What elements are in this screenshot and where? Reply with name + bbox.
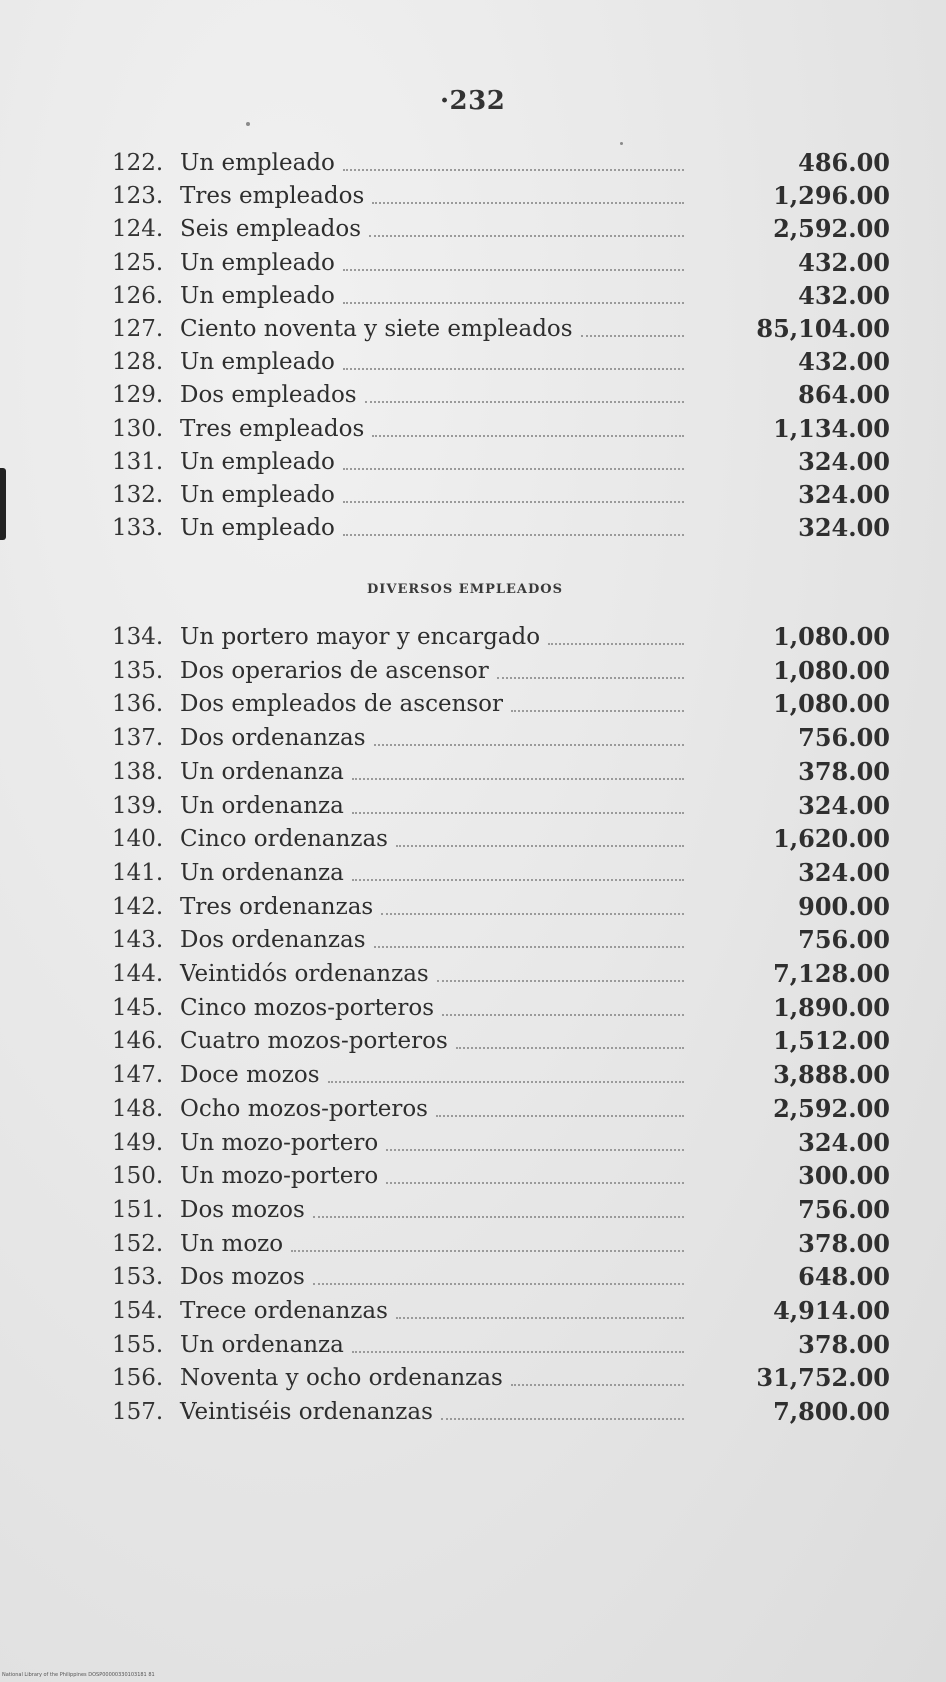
- dot-leader: [343, 368, 684, 370]
- entry-amount: 486.00: [798, 148, 890, 177]
- entry-row: [0, 412, 946, 446]
- entry-row: [0, 511, 946, 545]
- entry-row: [0, 1395, 946, 1429]
- dot-leader: [328, 1081, 684, 1083]
- dot-leader: [374, 744, 684, 746]
- entry-label: Un empleado: [180, 482, 335, 508]
- entry-label: Doce mozos: [180, 1062, 320, 1089]
- entry-row: [0, 1159, 946, 1193]
- entry-label: Cinco mozos-porteros: [180, 994, 435, 1021]
- entry-row: [0, 246, 946, 280]
- entry-number: 135.: [112, 657, 164, 684]
- entry-number: 138.: [112, 758, 164, 785]
- entry-row: [0, 1260, 946, 1294]
- entry-label: Dos mozos: [180, 1264, 305, 1291]
- entry-number: 149.: [112, 1129, 164, 1156]
- entry-amount: 3,888.00: [773, 1060, 890, 1090]
- entry-number: 147.: [112, 1062, 164, 1089]
- entry-row: [0, 1024, 946, 1058]
- entry-label: Un ordenanza: [180, 859, 344, 886]
- dot-leader: [352, 879, 684, 881]
- entry-number: 141.: [112, 859, 164, 886]
- entry-amount: 864.00: [798, 380, 890, 410]
- entry-number: 148.: [112, 1095, 164, 1122]
- entry-row: [0, 654, 946, 688]
- entry-label: Dos ordenanzas: [180, 927, 366, 954]
- entry-number: 122.: [112, 150, 164, 176]
- entry-amount: 378.00: [798, 1329, 890, 1359]
- dot-leader: [381, 913, 684, 915]
- entry-label: Tres empleados: [180, 183, 365, 210]
- entry-label: Un ordenanza: [180, 1331, 344, 1358]
- entry-label: Dos operarios de ascensor: [180, 657, 489, 684]
- entry-number: 140.: [112, 826, 164, 853]
- entry-label: Tres empleados: [180, 415, 365, 442]
- entry-row: [0, 146, 946, 180]
- dot-leader: [374, 946, 684, 948]
- dot-leader: [456, 1047, 684, 1049]
- entry-label: Cuatro mozos-porteros: [180, 1028, 448, 1055]
- dot-leader: [436, 1115, 684, 1117]
- entry-amount: 2,592.00: [773, 214, 890, 244]
- entry-label: Dos empleados: [180, 382, 357, 409]
- entry-amount: 4,914.00: [773, 1296, 890, 1325]
- entry-row: [0, 212, 946, 246]
- entry-row: [0, 991, 946, 1025]
- dot-leader: [343, 534, 684, 536]
- entry-row: [0, 445, 946, 479]
- dot-leader: [313, 1283, 684, 1285]
- entry-number: 126.: [112, 282, 164, 309]
- dot-leader: [352, 778, 684, 780]
- dot-leader: [437, 980, 684, 982]
- entry-row: [0, 755, 946, 789]
- entry-row: [0, 345, 946, 379]
- dot-leader: [386, 1149, 684, 1151]
- entry-amount: 7,128.00: [773, 959, 890, 988]
- entry-label: Un empleado: [180, 515, 335, 542]
- entry-row: [0, 179, 946, 213]
- entry-label: Un mozo-portero: [180, 1163, 379, 1190]
- dot-leader: [291, 1250, 684, 1252]
- section-heading: DIVERSOS EMPLEADOS: [367, 582, 563, 597]
- entry-label: Un mozo: [180, 1230, 284, 1257]
- entry-amount: 900.00: [798, 891, 890, 921]
- entry-amount: 1,080.00: [773, 655, 890, 685]
- dot-leader: [548, 643, 684, 645]
- entry-number: 152.: [112, 1230, 164, 1257]
- entry-number: 134.: [112, 624, 164, 650]
- entry-amount: 300.00: [798, 1161, 890, 1191]
- entry-number: 143.: [112, 927, 164, 954]
- dot-leader: [343, 468, 684, 470]
- dot-leader: [372, 202, 684, 204]
- entry-number: 145.: [112, 994, 164, 1021]
- entry-row: [0, 1126, 946, 1160]
- entry-row: [0, 957, 946, 991]
- entry-label: Dos ordenanzas: [180, 725, 366, 752]
- entry-row: [0, 687, 946, 721]
- entry-label: Un empleado: [180, 349, 335, 376]
- entry-label: Un empleado: [180, 448, 335, 475]
- entry-label: Un empleado: [180, 282, 335, 309]
- entry-number: 137.: [112, 725, 164, 752]
- dot-leader: [313, 1216, 684, 1218]
- entry-number: 155.: [112, 1331, 164, 1358]
- entry-label: Un portero mayor y encargado: [180, 624, 541, 650]
- entry-amount: 432.00: [798, 247, 890, 277]
- entry-number: 150.: [112, 1163, 164, 1190]
- entry-label: Dos empleados de ascensor: [180, 691, 504, 718]
- entry-amount: 324.00: [798, 790, 890, 820]
- dot-leader: [497, 677, 684, 679]
- entry-row: [0, 1227, 946, 1261]
- entry-number: 132.: [112, 482, 164, 508]
- entry-label: Un mozo-portero: [180, 1129, 379, 1156]
- entry-amount: 324.00: [798, 446, 890, 476]
- entry-amount: 1,296.00: [773, 181, 890, 211]
- dot-leader: [442, 1014, 684, 1016]
- entry-amount: 756.00: [798, 723, 890, 753]
- entry-label: Dos mozos: [180, 1196, 305, 1223]
- entry-row: [0, 1193, 946, 1227]
- entry-row: [0, 1361, 946, 1395]
- dot-leader: [369, 235, 684, 237]
- entry-amount: 378.00: [798, 1228, 890, 1258]
- entry-number: 136.: [112, 691, 164, 718]
- entry-row: [0, 378, 946, 412]
- entry-amount: 2,592.00: [773, 1093, 890, 1123]
- entry-amount: 1,512.00: [773, 1026, 890, 1056]
- page-number: ·232: [440, 86, 506, 116]
- entry-amount: 324.00: [798, 1127, 890, 1157]
- entry-amount: 7,800.00: [773, 1397, 890, 1427]
- entry-number: 133.: [112, 515, 164, 542]
- entry-row: [0, 923, 946, 957]
- dot-leader: [396, 845, 684, 847]
- entry-number: 156.: [112, 1365, 164, 1392]
- entry-row: [0, 279, 946, 313]
- dot-leader: [352, 1351, 684, 1353]
- entry-row: [0, 1092, 946, 1126]
- entry-amount: 324.00: [798, 513, 890, 543]
- footer-credit: National Library of the Philippines DOSP00000330103181 81: [2, 1672, 155, 1678]
- dot-leader: [343, 169, 684, 171]
- entry-row: [0, 312, 946, 346]
- dot-leader: [396, 1317, 684, 1319]
- entry-number: 123.: [112, 183, 164, 210]
- ink-speck: [620, 142, 623, 145]
- entry-amount: 324.00: [798, 857, 890, 887]
- ink-speck: [246, 122, 250, 126]
- entry-number: 157.: [112, 1399, 164, 1426]
- entry-row: [0, 890, 946, 924]
- entry-number: 146.: [112, 1028, 164, 1055]
- entry-row: [0, 1294, 946, 1328]
- entry-label: Un empleado: [180, 249, 335, 276]
- entry-label: Un ordenanza: [180, 758, 344, 785]
- entry-label: Trece ordenanzas: [180, 1298, 388, 1324]
- entry-number: 124.: [112, 216, 164, 243]
- entry-amount: 432.00: [798, 280, 890, 310]
- entry-amount: 648.00: [798, 1262, 890, 1292]
- entry-row: [0, 789, 946, 823]
- entry-label: Un empleado: [180, 150, 335, 176]
- entry-label: Cinco ordenanzas: [180, 826, 388, 853]
- entry-number: 142.: [112, 893, 164, 920]
- entry-amount: 1,080.00: [773, 689, 890, 719]
- entry-amount: 1,890.00: [773, 992, 890, 1022]
- entry-label: Veintidós ordenanzas: [180, 961, 429, 987]
- entry-label: Tres ordenanzas: [180, 893, 374, 920]
- entry-amount: 85,104.00: [756, 314, 890, 343]
- entry-amount: 756.00: [798, 1194, 890, 1224]
- entry-row: [0, 1058, 946, 1092]
- dot-leader: [352, 812, 684, 814]
- entry-amount: 756.00: [798, 925, 890, 955]
- entry-amount: 324.00: [798, 480, 890, 509]
- entry-number: 131.: [112, 448, 164, 475]
- entry-label: Ocho mozos-porteros: [180, 1095, 428, 1122]
- entry-amount: 378.00: [798, 756, 890, 786]
- entry-label: Seis empleados: [180, 216, 362, 243]
- dot-leader: [365, 401, 684, 403]
- entry-amount: 31,752.00: [756, 1363, 890, 1393]
- dot-leader: [343, 269, 684, 271]
- entry-number: 139.: [112, 792, 164, 819]
- dot-leader: [581, 335, 684, 337]
- entry-row: [0, 620, 946, 654]
- entry-label: Un ordenanza: [180, 792, 344, 819]
- entry-amount: 1,134.00: [773, 413, 890, 443]
- entry-row: [0, 856, 946, 890]
- entry-number: 128.: [112, 349, 164, 376]
- dot-leader: [343, 302, 684, 304]
- entry-amount: 1,620.00: [773, 824, 890, 854]
- entry-number: 127.: [112, 316, 164, 342]
- entry-row: [0, 478, 946, 512]
- entry-row: [0, 822, 946, 856]
- entry-number: 125.: [112, 249, 164, 276]
- entry-amount: 432.00: [798, 347, 890, 377]
- entry-number: 144.: [112, 961, 164, 987]
- dot-leader: [511, 710, 684, 712]
- entry-label: Noventa y ocho ordenanzas: [180, 1365, 503, 1392]
- entry-number: 129.: [112, 382, 164, 409]
- dot-leader: [343, 501, 684, 503]
- entry-number: 130.: [112, 415, 164, 442]
- dot-leader: [372, 435, 684, 437]
- entry-number: 154.: [112, 1298, 164, 1324]
- entry-number: 151.: [112, 1196, 164, 1223]
- entry-row: [0, 721, 946, 755]
- dot-leader: [441, 1418, 684, 1420]
- entry-label: Ciento noventa y siete empleados: [180, 316, 573, 342]
- entry-row: [0, 1328, 946, 1362]
- entry-amount: 1,080.00: [773, 622, 890, 651]
- entry-label: Veintiséis ordenanzas: [180, 1399, 433, 1426]
- dot-leader: [386, 1182, 684, 1184]
- dot-leader: [511, 1384, 684, 1386]
- entry-number: 153.: [112, 1264, 164, 1291]
